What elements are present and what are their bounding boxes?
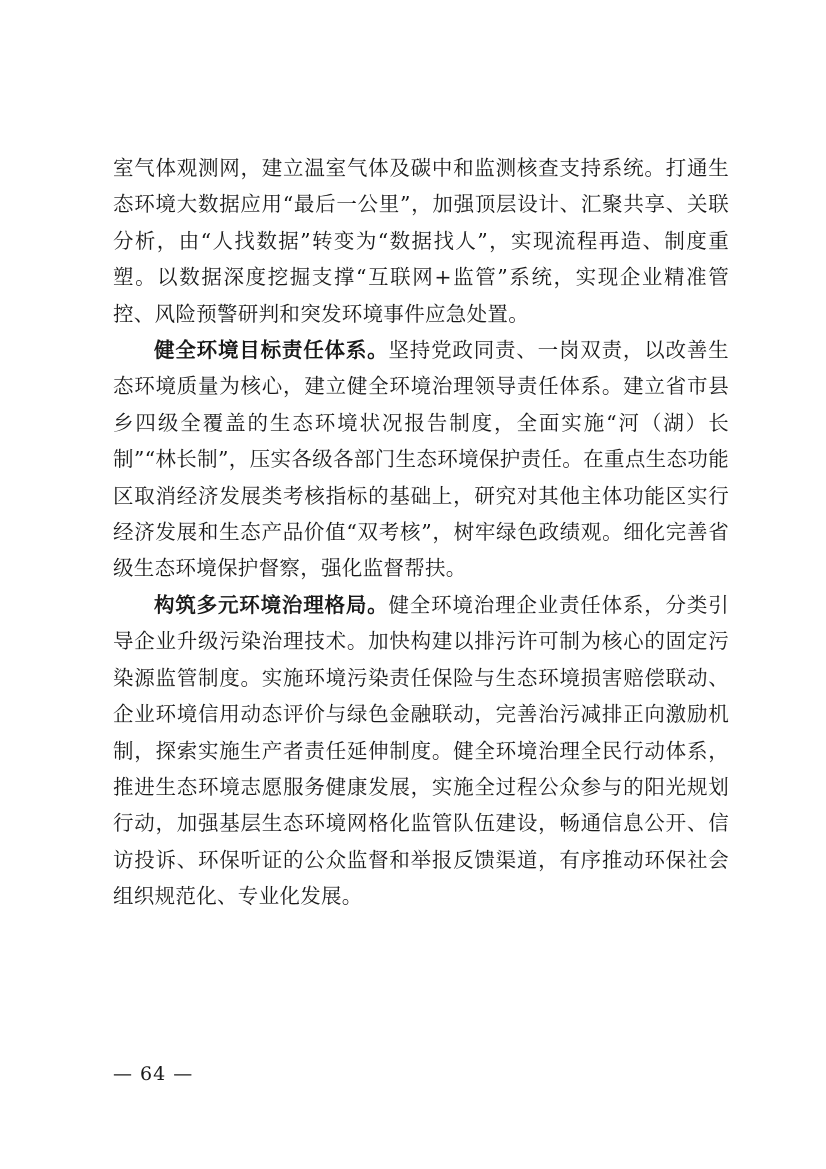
paragraph-heading: 构筑多元环境治理格局。: [154, 592, 389, 617]
paragraph-governance-pattern: [113, 587, 729, 915]
paragraph-continued: [113, 150, 729, 332]
paragraph-target-responsibility: [113, 332, 729, 587]
page-number: — 64 —: [113, 1063, 194, 1085]
paragraph-heading: 健全环境目标责任体系。: [154, 338, 389, 363]
paragraph-text: 室气体观测网，建立温室气体及碳中和监测核查支持系统。打通生态环境大数据应用“最后一公里”，加强顶层设计、汇聚共享、关联分析，由“人找数据”转变为“数据找人”，实现流程再造、制度重塑。以数据深度挖掘支撑“互联网+监管”系统，实现企业精准管控、风险预警研判和突发环境事件应急处置。: [113, 156, 729, 326]
paragraph-text: 健全环境治理企业责任体系，分类引导企业升级污染治理技术。加快构建以排污许可制为核心的固定污染源监管制度。实施环境污染责任保险与生态环境损害赔偿联动、企业环境信用动态评价与绿色金融联动，完善治污减排正向激励机制，探索实施生产者责任延伸制度。健全环境治理全民行动体系，推进生态环境志愿服务健康发展，实施全过程公众参与的阳光规划行动，加强基层生态环境网格化监管队伍建设，畅通信息公开、信访投诉、环保听证的公众监督和举报反馈渠道，有序推动环保社会组织规范化、专业化发展。: [113, 592, 729, 909]
body-text: [113, 150, 729, 915]
paragraph-text: 坚持党政同责、一岗双责，以改善生态环境质量为核心，建立健全环境治理领导责任体系。建立省市县乡四级全覆盖的生态环境状况报告制度，全面实施“河（湖）长制”“林长制”，压实各级各部门生态环境保护责任。在重点生态功能区取消经济发展类考核指标的基础上，研究对其他主体功能区实行经济发展和生态产品价值“双考核”，树牢绿色政绩观。细化完善省级生态环境保护督察，强化监督帮扶。: [113, 338, 729, 581]
